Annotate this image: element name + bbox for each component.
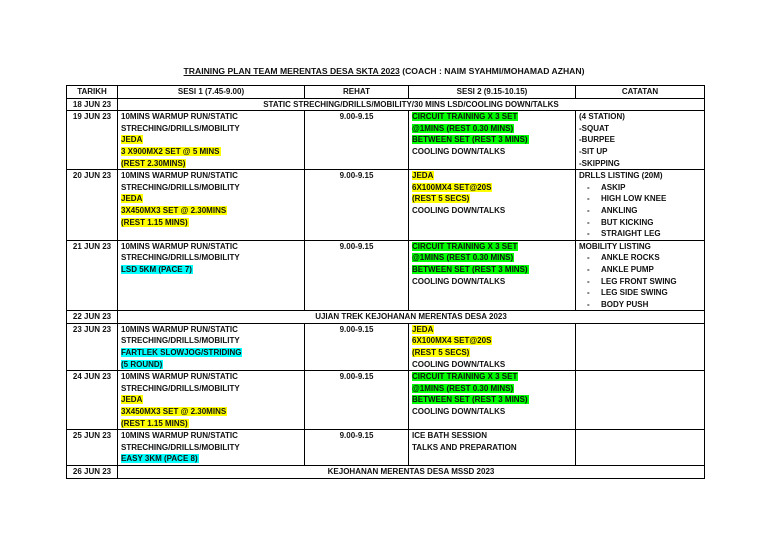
table-row xyxy=(67,170,705,241)
table-row xyxy=(67,323,705,370)
sesi2-line: ICE BATH SESSION xyxy=(412,431,487,441)
sesi1-cell xyxy=(118,371,305,430)
list-item: - BUT KICKING xyxy=(601,217,701,229)
sesi2-line: JEDA xyxy=(412,324,434,334)
sesi2-line: BETWEEN SET (REST 3 MINS) xyxy=(412,264,528,274)
sesi1-line: (5 ROUND) xyxy=(121,359,163,369)
date-cell: 20 JUN 23 xyxy=(67,170,118,241)
catatan-cell xyxy=(576,371,705,430)
date-cell: 21 JUN 23 xyxy=(67,240,118,311)
sesi1-line: STRECHING/DRILLS/MOBILITY xyxy=(121,253,240,263)
sesi1-line: JEDA xyxy=(121,194,143,204)
sesi2-line: BETWEEN SET (REST 3 MINS) xyxy=(412,395,528,405)
sesi2-line: @1MINS (REST 0.30 MINS) xyxy=(412,253,514,263)
table-row xyxy=(67,371,705,430)
sesi1-line: 10MINS WARMUP RUN/STATIC xyxy=(121,324,238,334)
sesi2-cell xyxy=(409,111,576,170)
catatan-heading: DRLLS LISTING (20M) xyxy=(579,171,663,181)
rehat-cell: 9.00-9.15 xyxy=(305,430,409,466)
sesi1-line: STRECHING/DRILLS/MOBILITY xyxy=(121,182,240,192)
sesi2-line: COOLING DOWN/TALKS xyxy=(412,205,506,215)
table-row xyxy=(67,111,705,170)
sesi1-cell xyxy=(118,111,305,170)
catatan-heading: MOBILITY LISTING xyxy=(579,241,651,251)
list-item: - HIGH LOW KNEE xyxy=(601,193,701,205)
sesi2-line: (REST 5 SECS) xyxy=(412,194,470,204)
sesi1-line: 10MINS WARMUP RUN/STATIC xyxy=(121,112,238,122)
catatan-line: -BURPEE xyxy=(579,135,616,145)
training-plan-table xyxy=(66,85,705,479)
sesi1-cell xyxy=(118,170,305,241)
list-item: - STRAIGHT LEG xyxy=(601,228,701,240)
sesi2-line: JEDA xyxy=(412,171,434,181)
catatan-line: -SQUAT xyxy=(579,123,610,133)
sesi1-line: STRECHING/DRILLS/MOBILITY xyxy=(121,442,240,452)
sesi2-line: TALKS AND PREPARATION xyxy=(412,442,517,452)
header-rehat: REHAT xyxy=(305,86,409,99)
sesi2-cell xyxy=(409,371,576,430)
list-item: - ANKLE ROCKS xyxy=(601,252,701,264)
catatan-cell xyxy=(576,240,705,311)
header-sesi1: SESI 1 (7.45-9.00) xyxy=(118,86,305,99)
rehat-cell: 9.00-9.15 xyxy=(305,111,409,170)
sesi2-cell xyxy=(409,170,576,241)
list-item: - ANKLE PUMP xyxy=(601,264,701,276)
merged-activity-cell: UJIAN TREK KEJOHANAN MERENTAS DESA 2023 xyxy=(118,311,705,324)
date-cell: 23 JUN 23 xyxy=(67,323,118,370)
sesi1-cell xyxy=(118,240,305,311)
sesi1-line: JEDA xyxy=(121,135,143,145)
sesi2-cell xyxy=(409,323,576,370)
list-item: - LEG FRONT SWING xyxy=(601,276,701,288)
table-row xyxy=(67,311,705,324)
sesi2-line: @1MINS (REST 0.30 MINS) xyxy=(412,123,514,133)
catatan-heading: (4 STATION) xyxy=(579,112,625,122)
sesi2-line: COOLING DOWN/TALKS xyxy=(412,146,506,156)
date-cell: 25 JUN 23 xyxy=(67,430,118,466)
sesi2-cell xyxy=(409,430,576,466)
title-main: TRAINING PLAN TEAM MERENTAS DESA SKTA 2023 xyxy=(183,66,400,76)
rehat-cell: 9.00-9.15 xyxy=(305,371,409,430)
catatan-line: -SIT UP xyxy=(579,146,608,156)
sesi2-line: COOLING DOWN/TALKS xyxy=(412,276,506,286)
sesi2-line: 6X100MX4 SET@20S xyxy=(412,336,492,346)
sesi1-line: STRECHING/DRILLS/MOBILITY xyxy=(121,123,240,133)
date-cell: 26 JUN 23 xyxy=(67,466,118,479)
header-catatan: CATATAN xyxy=(576,86,705,99)
sesi2-line: (REST 5 SECS) xyxy=(412,348,470,358)
catatan-line: -SKIPPING xyxy=(579,158,620,168)
list-item: - ASKIP xyxy=(601,182,701,194)
sesi1-line: STRECHING/DRILLS/MOBILITY xyxy=(121,336,240,346)
date-cell: 22 JUN 23 xyxy=(67,311,118,324)
list-item: - BODY PUSH xyxy=(601,299,701,311)
sesi1-line: 10MINS WARMUP RUN/STATIC xyxy=(121,171,238,181)
rehat-cell: 9.00-9.15 xyxy=(305,170,409,241)
catatan-cell xyxy=(576,111,705,170)
sesi1-line: JEDA xyxy=(121,395,143,405)
sesi2-line: CIRCUIT TRAINING X 3 SET xyxy=(412,112,518,122)
sesi1-cell xyxy=(118,323,305,370)
sesi2-line: 6X100MX4 SET@20S xyxy=(412,182,492,192)
sesi1-line: LSD 5KM (PACE 7) xyxy=(121,264,192,274)
header-sesi2: SESI 2 (9.15-10.15) xyxy=(409,86,576,99)
sesi1-line: EASY 3KM (PACE 8) xyxy=(121,454,198,464)
rehat-cell: 9.00-9.15 xyxy=(305,323,409,370)
catatan-cell xyxy=(576,430,705,466)
sesi1-line: 10MINS WARMUP RUN/STATIC xyxy=(121,431,238,441)
rehat-cell: 9.00-9.15 xyxy=(305,240,409,311)
merged-activity-cell: KEJOHANAN MERENTAS DESA MSSD 2023 xyxy=(118,466,705,479)
list-item: - LEG SIDE SWING xyxy=(601,287,701,299)
sesi1-line: 3X450MX3 SET @ 2.30MINS xyxy=(121,407,227,417)
sesi2-cell xyxy=(409,240,576,311)
merged-activity-cell: STATIC STRECHING/DRILLS/MOBILITY/30 MINS LSD/COOLING DOWN/TALKS xyxy=(118,98,705,111)
sesi1-line: 3 X900MX2 SET @ 5 MINS xyxy=(121,146,220,156)
sesi1-line: 10MINS WARMUP RUN/STATIC xyxy=(121,241,238,251)
sesi1-line: (REST 2.30MINS) xyxy=(121,158,186,168)
page-title xyxy=(0,66,768,76)
sesi2-line: CIRCUIT TRAINING X 3 SET xyxy=(412,372,518,382)
sesi2-line: @1MINS (REST 0.30 MINS) xyxy=(412,383,514,393)
sesi1-cell xyxy=(118,430,305,466)
catatan-cell xyxy=(576,170,705,241)
date-cell: 19 JUN 23 xyxy=(67,111,118,170)
list-item: - ANKLING xyxy=(601,205,701,217)
sesi1-line: 10MINS WARMUP RUN/STATIC xyxy=(121,372,238,382)
table-row xyxy=(67,466,705,479)
drills-list xyxy=(579,182,701,240)
sesi1-line: FARTLEK SLOWJOG/STRIDING xyxy=(121,348,242,358)
sesi1-line: (REST 1.15 MINS) xyxy=(121,217,188,227)
sesi1-line: STRECHING/DRILLS/MOBILITY xyxy=(121,383,240,393)
table-row xyxy=(67,240,705,311)
sesi1-line: (REST 1.15 MINS) xyxy=(121,418,188,428)
date-cell: 18 JUN 23 xyxy=(67,98,118,111)
catatan-cell xyxy=(576,323,705,370)
sesi2-line: CIRCUIT TRAINING X 3 SET xyxy=(412,241,518,251)
date-cell: 24 JUN 23 xyxy=(67,371,118,430)
header-tarikh: TARIKH xyxy=(67,86,118,99)
header-row xyxy=(67,86,705,99)
table-row xyxy=(67,430,705,466)
sesi2-line: COOLING DOWN/TALKS xyxy=(412,359,506,369)
mobility-list xyxy=(579,252,701,310)
sesi2-line: BETWEEN SET (REST 3 MINS) xyxy=(412,135,528,145)
sesi2-line: COOLING DOWN/TALKS xyxy=(412,407,506,417)
sesi1-line: 3X450MX3 SET @ 2.30MINS xyxy=(121,205,227,215)
table-row xyxy=(67,98,705,111)
title-coach: (COACH : NAIM SYAHMI/MOHAMAD AZHAN) xyxy=(399,66,585,76)
